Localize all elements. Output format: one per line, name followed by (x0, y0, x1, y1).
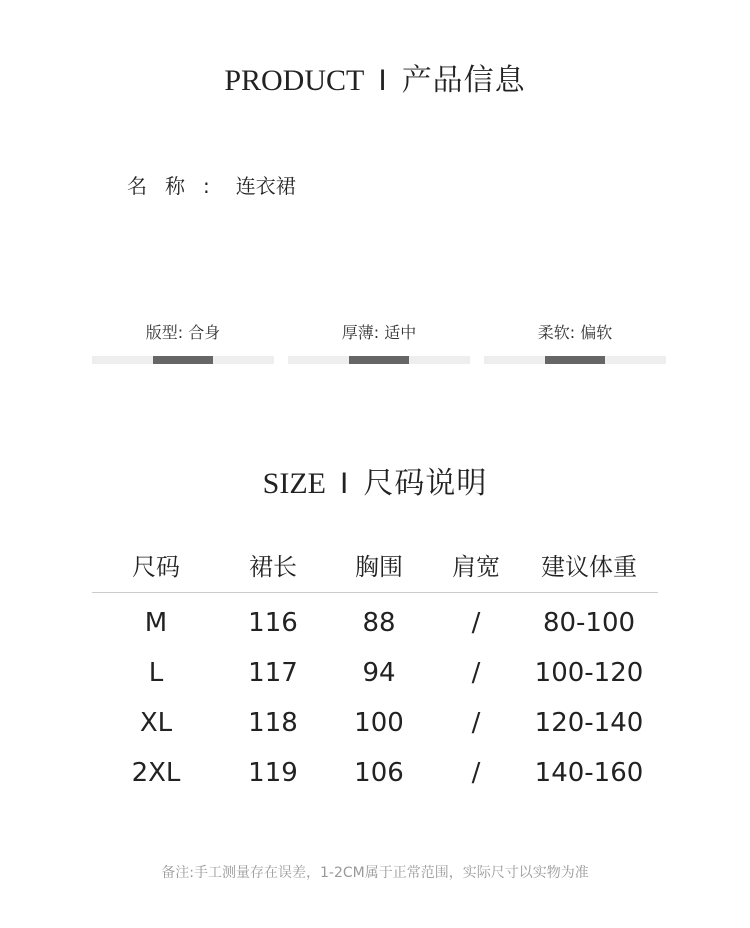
table-row (92, 648, 658, 698)
table-cell: 80-100 (542, 608, 636, 638)
size-table (92, 540, 658, 798)
table-cell: 94 (362, 658, 396, 688)
table-cell: 120-140 (534, 708, 644, 738)
product-title-zh: 产品信息 (401, 63, 526, 98)
title-separator: I (339, 467, 350, 500)
table-cell: / (471, 608, 481, 638)
table-cell: 116 (248, 608, 298, 638)
attribute-fit-text (92, 320, 274, 343)
table-cell: 118 (248, 708, 298, 738)
attribute-thickness-text (288, 320, 470, 343)
table-cell: XL (139, 708, 173, 738)
size-section-title (0, 458, 750, 502)
attribute-scales (92, 320, 666, 380)
table-cell: 88 (362, 608, 396, 638)
attribute-fit-value: 合身 (188, 323, 221, 342)
table-row (92, 698, 658, 748)
size-title-en: SIZE (262, 467, 326, 500)
attribute-thickness (288, 320, 470, 370)
table-row (92, 748, 658, 798)
column-header: 尺码 (92, 540, 220, 593)
table-cell: 100-120 (534, 658, 644, 688)
attribute-thickness-value: 适中 (384, 323, 417, 342)
table-cell: 2XL (131, 758, 181, 788)
table-cell: M (144, 608, 168, 638)
table-row (92, 593, 658, 649)
table-header-row (92, 540, 658, 593)
attribute-softness-label: 柔软: (537, 323, 576, 342)
table-cell: 106 (354, 758, 404, 788)
table-cell: 100 (354, 708, 404, 738)
table-cell: 140-160 (534, 758, 644, 788)
attribute-fit (92, 320, 274, 370)
attribute-softness (484, 320, 666, 370)
attribute-thickness-indicator (349, 356, 409, 364)
product-name-label: 名称: (127, 174, 228, 198)
attribute-thickness-label: 厚薄: (341, 323, 380, 342)
table-cell: 117 (248, 658, 298, 688)
table-cell: L (148, 658, 164, 688)
product-section-title (0, 55, 750, 99)
attribute-softness-text (484, 320, 666, 343)
attribute-softness-value: 偏软 (580, 323, 613, 342)
attribute-fit-label: 版型: (145, 323, 184, 342)
table-cell: / (471, 658, 481, 688)
title-separator: I (378, 64, 388, 97)
attribute-fit-indicator (153, 356, 213, 364)
attribute-softness-indicator (545, 356, 605, 364)
column-header: 肩宽 (432, 540, 520, 593)
column-header: 裙长 (220, 540, 326, 593)
table-cell: / (471, 758, 481, 788)
table-cell: 119 (248, 758, 298, 788)
column-header: 建议体重 (520, 540, 658, 593)
measurement-note: 备注:手工测量存在误差，1-2CM属于正常范围，实际尺寸以实物为准 (161, 865, 589, 881)
product-name-value: 连衣裙 (235, 174, 296, 198)
product-name-row (127, 170, 296, 199)
column-header: 胸围 (326, 540, 432, 593)
table-cell: / (471, 708, 481, 738)
product-title-en: PRODUCT (224, 64, 365, 97)
size-title-zh: 尺码说明 (363, 466, 488, 501)
